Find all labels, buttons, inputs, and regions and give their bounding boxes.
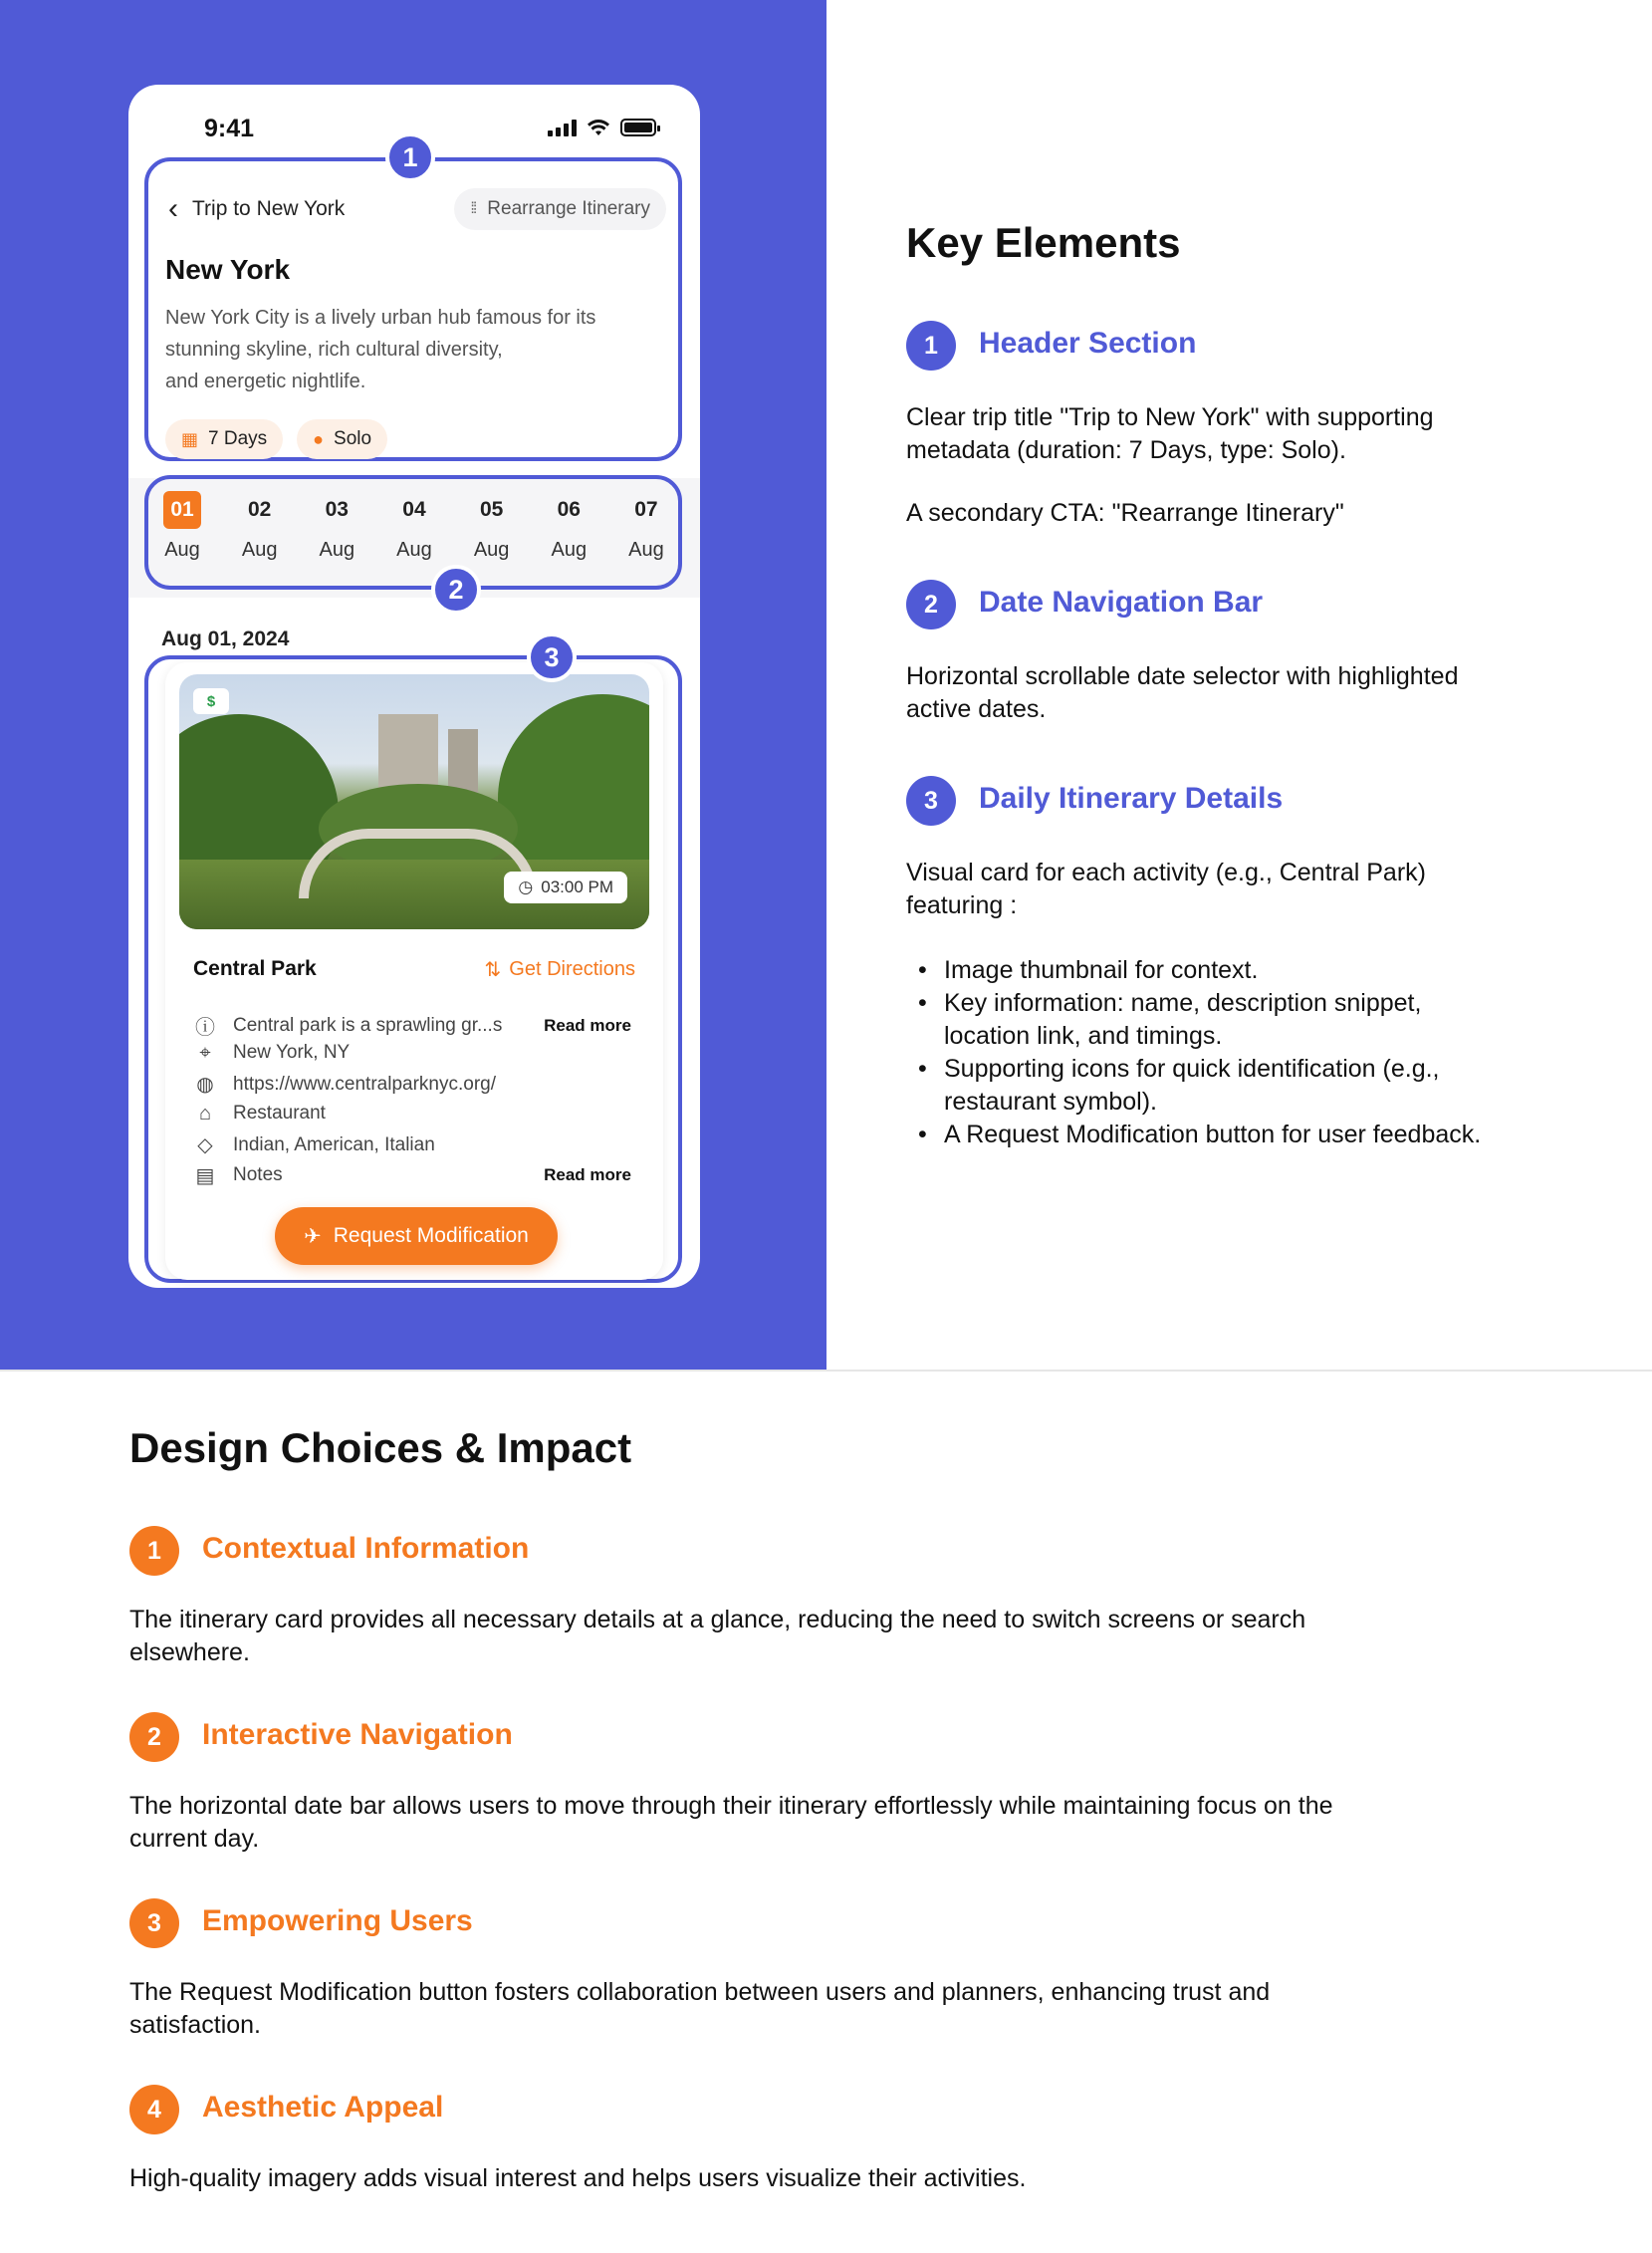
text-line: High-quality imagery adds visual interest and helps users visualize their activities. bbox=[129, 2164, 1027, 2192]
tag-icon: ◇ bbox=[197, 1134, 213, 1156]
time-pill bbox=[504, 872, 627, 903]
text-line: current day. bbox=[129, 1825, 260, 1853]
design-choice-title: Aesthetic Appeal bbox=[202, 2091, 444, 2124]
globe-icon: ◍ bbox=[196, 1074, 214, 1096]
get-directions-link[interactable] bbox=[485, 957, 635, 982]
back-button[interactable] bbox=[168, 194, 345, 224]
design-choice-text bbox=[129, 1604, 1524, 1669]
date-day: 02 bbox=[247, 498, 272, 521]
request-modification-label: Request Modification bbox=[333, 1224, 529, 1247]
person-icon: ● bbox=[313, 428, 325, 449]
bullet-item: • Key information: name, description snippet, location link, and timings. bbox=[906, 987, 1481, 1053]
trip-title: Trip to New York bbox=[192, 197, 346, 220]
card-info-row bbox=[193, 1132, 631, 1157]
price-badge: $ bbox=[193, 688, 229, 714]
date-month: Aug bbox=[319, 539, 355, 561]
read-more-link[interactable]: Read more bbox=[544, 1015, 631, 1035]
key-element-title-2: Date Navigation Bar bbox=[979, 586, 1264, 619]
card-info-row bbox=[193, 1042, 631, 1065]
text-line: metadata (duration: 7 Days, type: Solo). bbox=[906, 436, 1346, 464]
route-icon: ⇅ bbox=[484, 959, 502, 981]
key-element-number-2: 2 bbox=[906, 580, 956, 629]
callout-badge-3: 3 bbox=[527, 632, 577, 682]
header-row bbox=[168, 184, 666, 234]
date-month: Aug bbox=[628, 539, 664, 561]
selected-day-label: Aug 01, 2024 bbox=[161, 627, 290, 650]
activity-photo bbox=[179, 674, 649, 929]
info-text: https://www.centralparknyc.org/ bbox=[233, 1073, 496, 1095]
date-day: 07 bbox=[634, 498, 658, 521]
design-choice-title: Interactive Navigation bbox=[202, 1718, 513, 1751]
date-day: 03 bbox=[325, 498, 349, 521]
design-choice-number-3: 3 bbox=[129, 1898, 179, 1948]
date-day: 06 bbox=[557, 498, 581, 521]
date-day: 05 bbox=[479, 498, 504, 521]
request-modification-button[interactable] bbox=[275, 1207, 558, 1265]
read-more-link[interactable]: Read more bbox=[544, 1165, 631, 1184]
text-line: Visual card for each activity (e.g., Central Park) bbox=[906, 859, 1426, 886]
callout-badge-2: 2 bbox=[431, 565, 481, 615]
key-element-number-3: 3 bbox=[906, 776, 956, 826]
design-choice-title: Empowering Users bbox=[202, 1904, 473, 1937]
date-item-07[interactable] bbox=[614, 491, 678, 562]
text-line: elsewhere. bbox=[129, 1638, 250, 1666]
header-section-text bbox=[906, 401, 1434, 530]
city-title: New York bbox=[165, 254, 291, 285]
drag-handle-icon: ⁞⁞ bbox=[470, 200, 476, 217]
rearrange-itinerary-button[interactable] bbox=[454, 188, 666, 230]
info-text: Restaurant bbox=[233, 1103, 326, 1124]
text-line: The itinerary card provides all necessary details at a glance, reducing the need to switch screens or search bbox=[129, 1606, 1306, 1633]
date-month: Aug bbox=[396, 539, 432, 561]
design-choice-number-1: 1 bbox=[129, 1526, 179, 1576]
design-choice-number-2: 2 bbox=[129, 1712, 179, 1762]
calendar-icon: ▦ bbox=[181, 428, 199, 449]
description-line: New York City is a lively urban hub famous for its bbox=[165, 307, 596, 329]
location-pin-icon: ⌖ bbox=[199, 1041, 211, 1064]
design-choice-text bbox=[129, 1790, 1524, 1856]
text-line: satisfaction. bbox=[129, 2011, 262, 2039]
daily-itinerary-text bbox=[906, 857, 1426, 922]
date-item-02[interactable] bbox=[228, 491, 292, 562]
card-info-row bbox=[193, 1011, 631, 1040]
time-label: 03:00 PM bbox=[541, 877, 613, 896]
description-line: and energetic nightlife. bbox=[165, 371, 366, 392]
rearrange-label: Rearrange Itinerary bbox=[487, 198, 650, 219]
text-line: The horizontal date bar allows users to move through their itinerary effortlessly while maintaining focus on the bbox=[129, 1792, 1333, 1820]
design-choice-number-4: 4 bbox=[129, 2085, 179, 2134]
design-choice-text bbox=[129, 1976, 1524, 2042]
design-choices-title: Design Choices & Impact bbox=[129, 1424, 632, 1471]
wifi-icon bbox=[587, 119, 610, 136]
date-item-03[interactable] bbox=[305, 491, 368, 562]
duration-label: 7 Days bbox=[208, 428, 268, 449]
text-line: active dates. bbox=[906, 695, 1047, 723]
date-item-04[interactable] bbox=[382, 491, 446, 562]
info-text: Indian, American, Italian bbox=[233, 1133, 435, 1155]
activity-title: Central Park bbox=[193, 957, 317, 980]
note-icon: ▤ bbox=[195, 1164, 215, 1187]
info-icon: ⓘ bbox=[195, 1017, 215, 1039]
text-line: Horizontal scrollable date selector with highlighted bbox=[906, 662, 1459, 690]
trip-type-chip bbox=[297, 419, 387, 459]
text-line: Clear trip title "Trip to New York" with supporting bbox=[906, 403, 1434, 431]
trip-meta-chips bbox=[165, 419, 387, 459]
feature-bullets bbox=[906, 954, 1481, 1151]
key-element-number-1: 1 bbox=[906, 321, 956, 371]
section-divider bbox=[0, 1370, 1652, 1372]
directions-label: Get Directions bbox=[509, 958, 635, 980]
key-element-title-3: Daily Itinerary Details bbox=[979, 782, 1284, 815]
design-choice-title: Contextual Information bbox=[202, 1532, 530, 1565]
date-month: Aug bbox=[164, 539, 200, 561]
date-month: Aug bbox=[473, 539, 510, 561]
date-bar-text bbox=[906, 660, 1458, 726]
showcase-panel bbox=[0, 0, 826, 1370]
restaurant-icon: ⌂ bbox=[198, 1102, 212, 1125]
text-line: A secondary CTA: "Rearrange Itinerary" bbox=[906, 499, 1344, 527]
clock-icon: ◷ bbox=[518, 877, 534, 896]
key-element-title-1: Header Section bbox=[979, 327, 1197, 360]
trip-type-label: Solo bbox=[334, 428, 372, 449]
description-line: stunning skyline, rich cultural diversity, bbox=[165, 339, 503, 361]
battery-icon bbox=[620, 119, 656, 136]
info-text: Notes bbox=[233, 1164, 283, 1185]
activity-card[interactable] bbox=[165, 662, 663, 1280]
signal-icon bbox=[548, 119, 577, 136]
card-info-row bbox=[193, 1163, 631, 1188]
date-day: 04 bbox=[402, 498, 426, 521]
date-item-01[interactable] bbox=[150, 491, 214, 562]
card-info-row bbox=[193, 1072, 631, 1097]
bullet-item: • A Request Modification button for user feedback. bbox=[906, 1119, 1481, 1151]
date-month: Aug bbox=[241, 539, 278, 561]
key-elements-title: Key Elements bbox=[906, 219, 1181, 266]
city-description bbox=[165, 302, 633, 397]
status-time: 9:41 bbox=[204, 115, 255, 142]
text-line: featuring : bbox=[906, 891, 1018, 919]
callout-badge-1: 1 bbox=[385, 132, 435, 182]
bullet-item: • Supporting icons for quick identification (e.g., restaurant symbol). bbox=[906, 1053, 1481, 1119]
info-text: New York, NY bbox=[233, 1042, 351, 1063]
design-choice-text bbox=[129, 2162, 1524, 2195]
duration-chip bbox=[165, 419, 283, 459]
status-icons bbox=[548, 119, 656, 136]
date-navigation-bar bbox=[150, 491, 678, 562]
date-item-05[interactable] bbox=[460, 491, 524, 562]
date-day: 01 bbox=[163, 491, 201, 529]
airplane-icon: ✈ bbox=[304, 1224, 322, 1248]
info-text: Central park is a sprawling gr...s bbox=[233, 1014, 503, 1036]
date-item-06[interactable] bbox=[537, 491, 600, 562]
chevron-left-icon: ‹ bbox=[168, 192, 178, 225]
text-line: The Request Modification button fosters collaboration between users and planners, enhancing trust and bbox=[129, 1978, 1271, 2006]
date-month: Aug bbox=[551, 539, 588, 561]
phone-mockup bbox=[128, 85, 700, 1288]
bullet-item: • Image thumbnail for context. bbox=[906, 954, 1481, 987]
card-info-row bbox=[193, 1103, 631, 1126]
